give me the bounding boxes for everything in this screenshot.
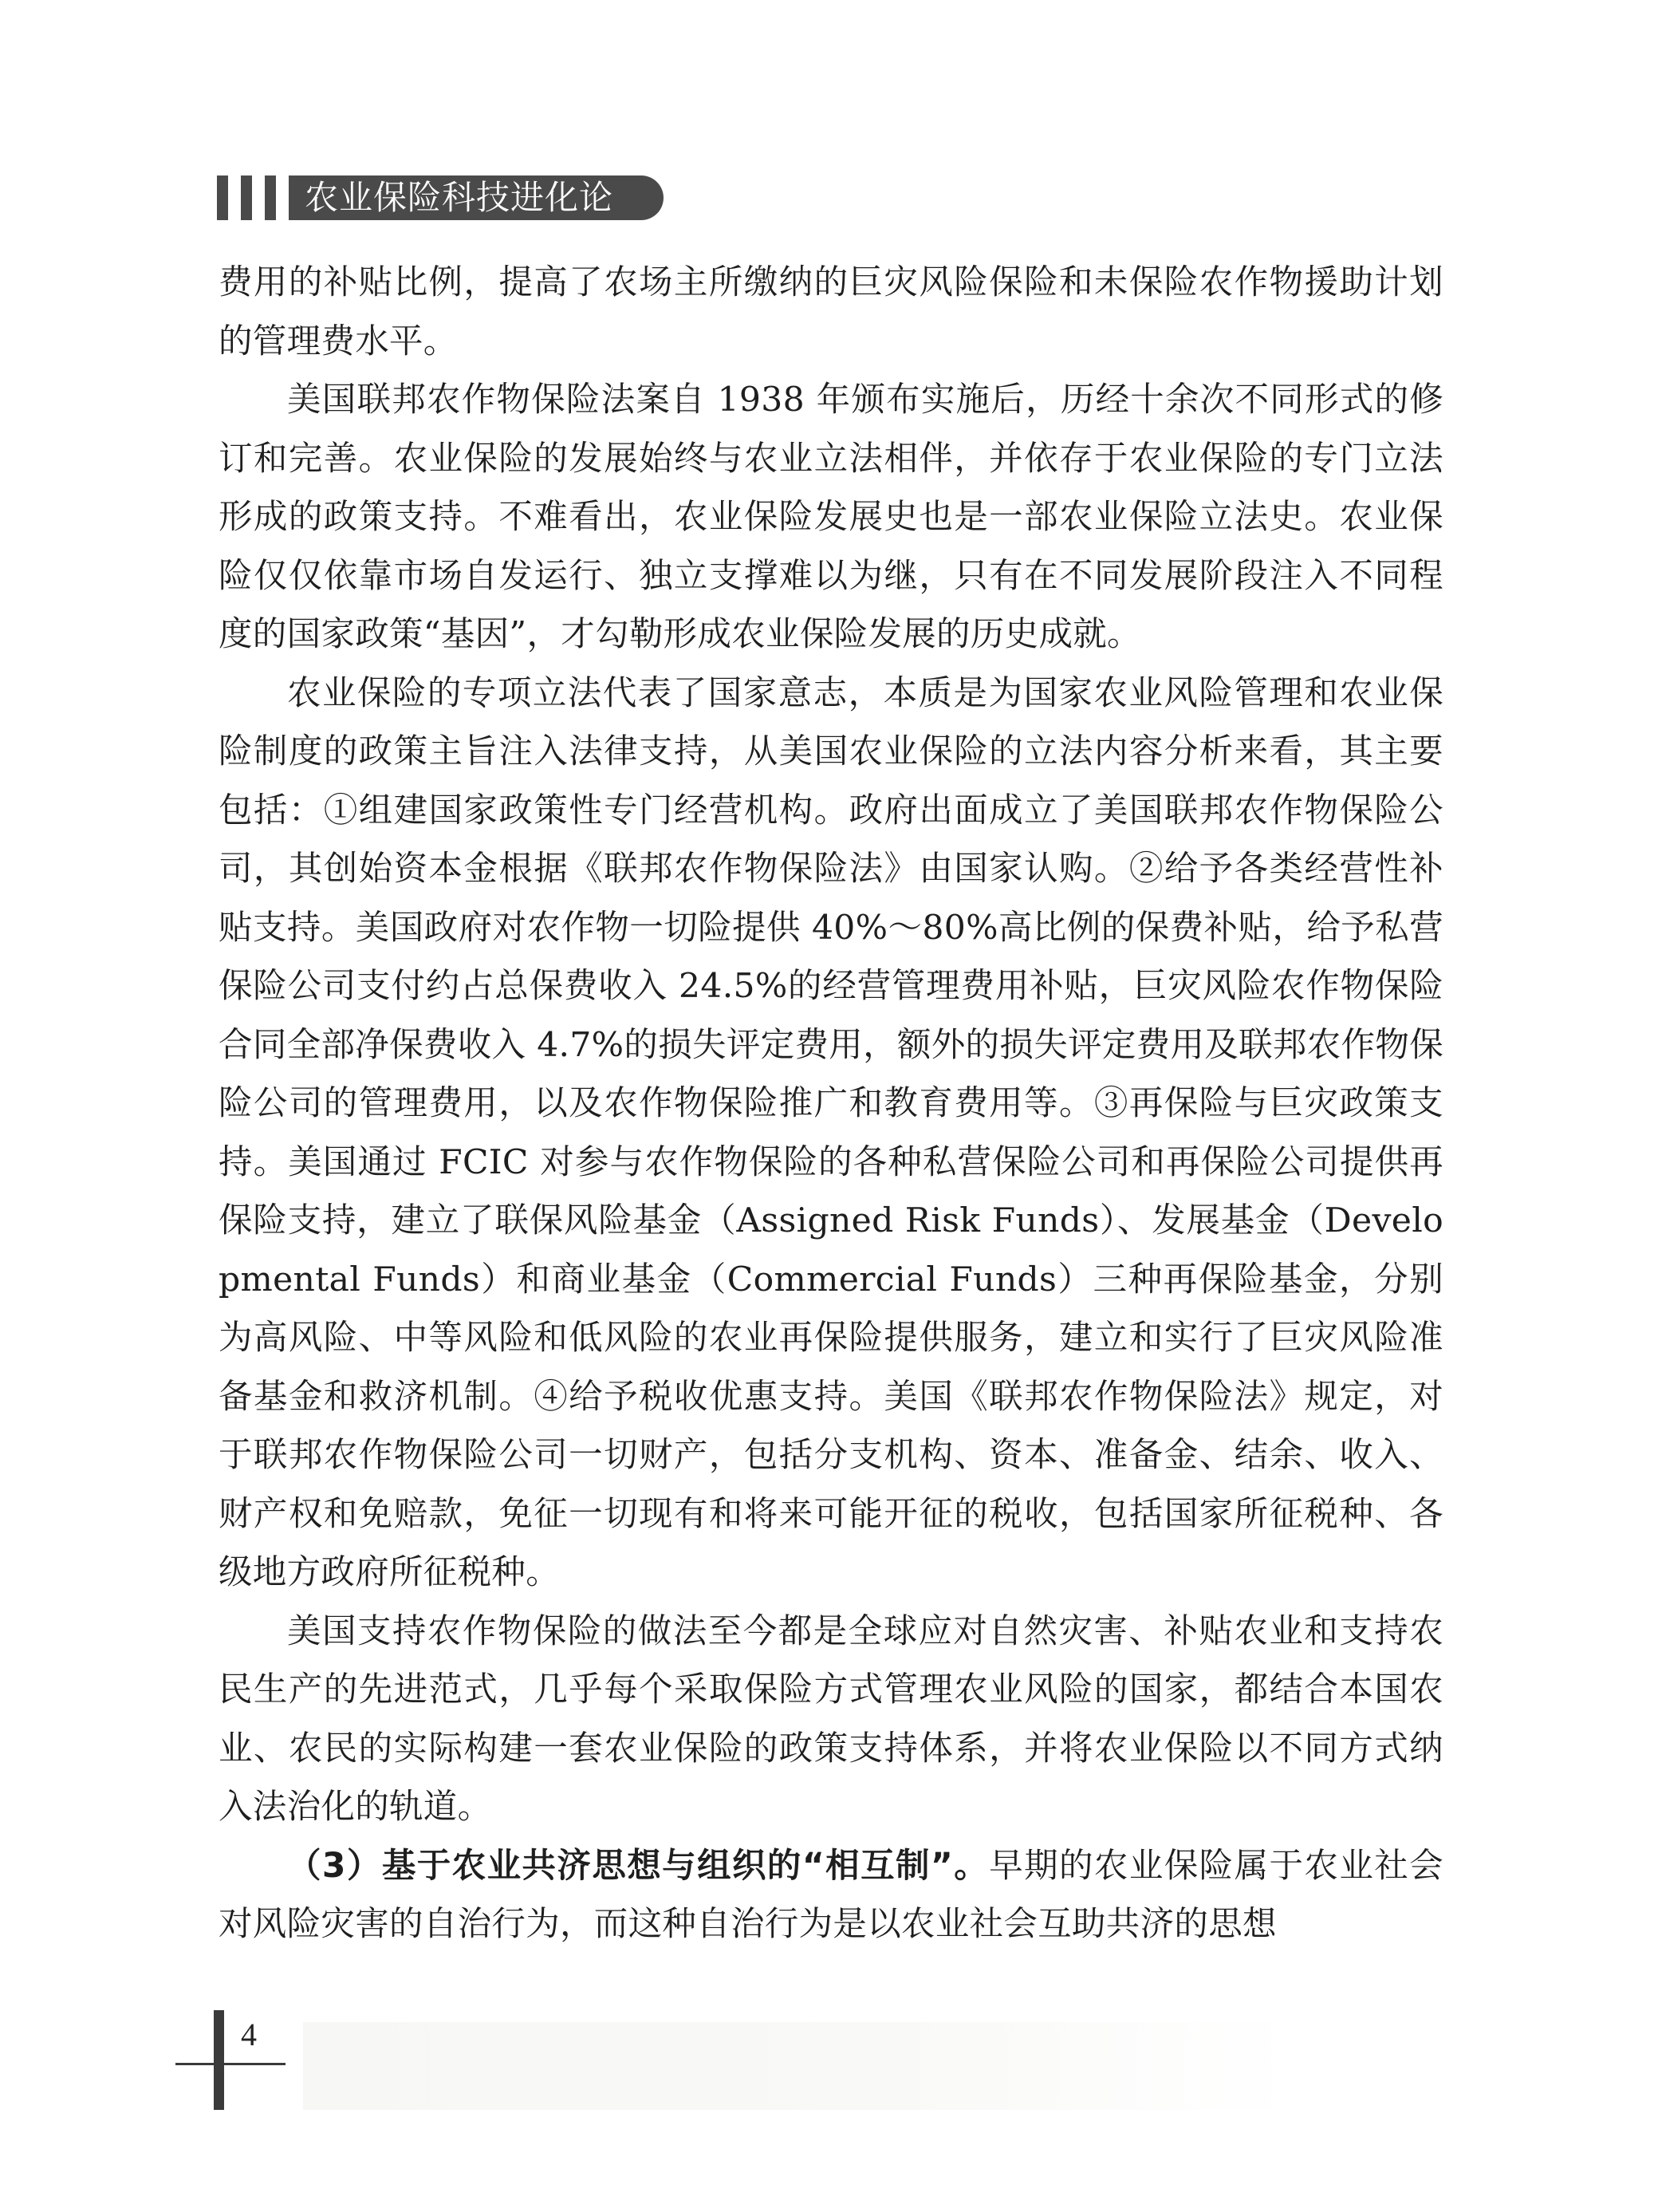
section-heading-body: 早期的农业保险属于农业社会对风险灾害的自治行为，而这种自治行为是以农业社会互助共济的思想 — [219, 1846, 1443, 1944]
running-header — [217, 172, 668, 223]
paragraph-1: 费用的补贴比例，提高了农场主所缴纳的巨灾风险保险和未保险农作物援助计划的管理费水平。 — [219, 263, 1443, 361]
paragraph-3: 农业保险的专项立法代表了国家意志，本质是为国家农业风险管理和农业保险制度的政策主旨注入法律支持，从美国农业保险的立法内容分析来看，其主要包括：①组建国家政策性专门经营机构。政府出面成立了美国联邦农作物保险公司，其创始资本金根据《联邦农作物保险法》由国家认购。②给予各类经营性补贴支持。美国政府对农作物一切险提供 40%～80%高比例的保费补贴，给予私营保险公司支付约占总保费收入 24.5%的经营管理费用补贴，巨灾风险农作物保险合同全部净保费收入 4.7%的损失评定费用，额外的损失评定费用及联邦农作物保险公司的管理费用，以及农作物保险推广和教育费用等。③再保险与巨灾政策支持。美国通过 FCIC 对参与农作物保险的各种私营保险公司和再保险公司提供再保险支持，建立了联保风险基金（Assigned Risk Funds）、发展基金（Developmental Funds）和商业基金（Commercial Funds）三种再保险基金，分别为高风险、中等风险和低风险的农业再保险提供服务，建立和实行了巨灾风险准备基金和救济机制。④给予税收优惠支持。美国《联邦农作物保险法》规定，对于联邦农作物保险公司一切财产，包括分支机构、资本、准备金、结余、收入、财产权和免赔款，免征一切现有和将来可能开征的税收，包括国家所征税种、各级地方政府所征税种。 — [219, 673, 1443, 1592]
section-heading-paragraph — [219, 1837, 1443, 1954]
header-decor-bar — [217, 175, 228, 220]
book-title: 农业保险科技进化论 — [305, 178, 614, 217]
page-footer — [175, 2010, 295, 2110]
footer-decor-bar — [214, 2010, 224, 2110]
footer-decor-line — [175, 2063, 286, 2065]
paragraph-2: 美国联邦农作物保险法案自 1938 年颁布实施后，历经十余次不同形式的修订和完善。农业保险的发展始终与农业立法相伴，并依存于农业保险的专门立法形成的政策支持。不难看出，农业保险发展史也是一部农业保险立法史。农业保险仅仅依靠市场自发运行、独立支撑难以为继，只有在不同发展阶段注入不同程度的国家政策“基因”，才勾勒形成农业保险发展的历史成就。 — [219, 380, 1443, 654]
section-heading: （3）基于农业共济思想与组织的“相互制”。 — [287, 1846, 990, 1886]
footer-shade — [303, 2022, 1300, 2110]
header-decor-bar — [241, 175, 252, 220]
paragraph-4: 美国支持农作物保险的做法至今都是全球应对自然灾害、补贴农业和支持农民生产的先进范式，几乎每个采取保险方式管理农业风险的国家，都结合本国农业、农民的实际构建一套农业保险的政策支持体系，并将农业保险以不同方式纳入法治化的轨道。 — [219, 1611, 1443, 1827]
header-decor-bar — [265, 175, 276, 220]
page-number: 4 — [241, 2017, 257, 2052]
page-body — [219, 254, 1443, 1954]
